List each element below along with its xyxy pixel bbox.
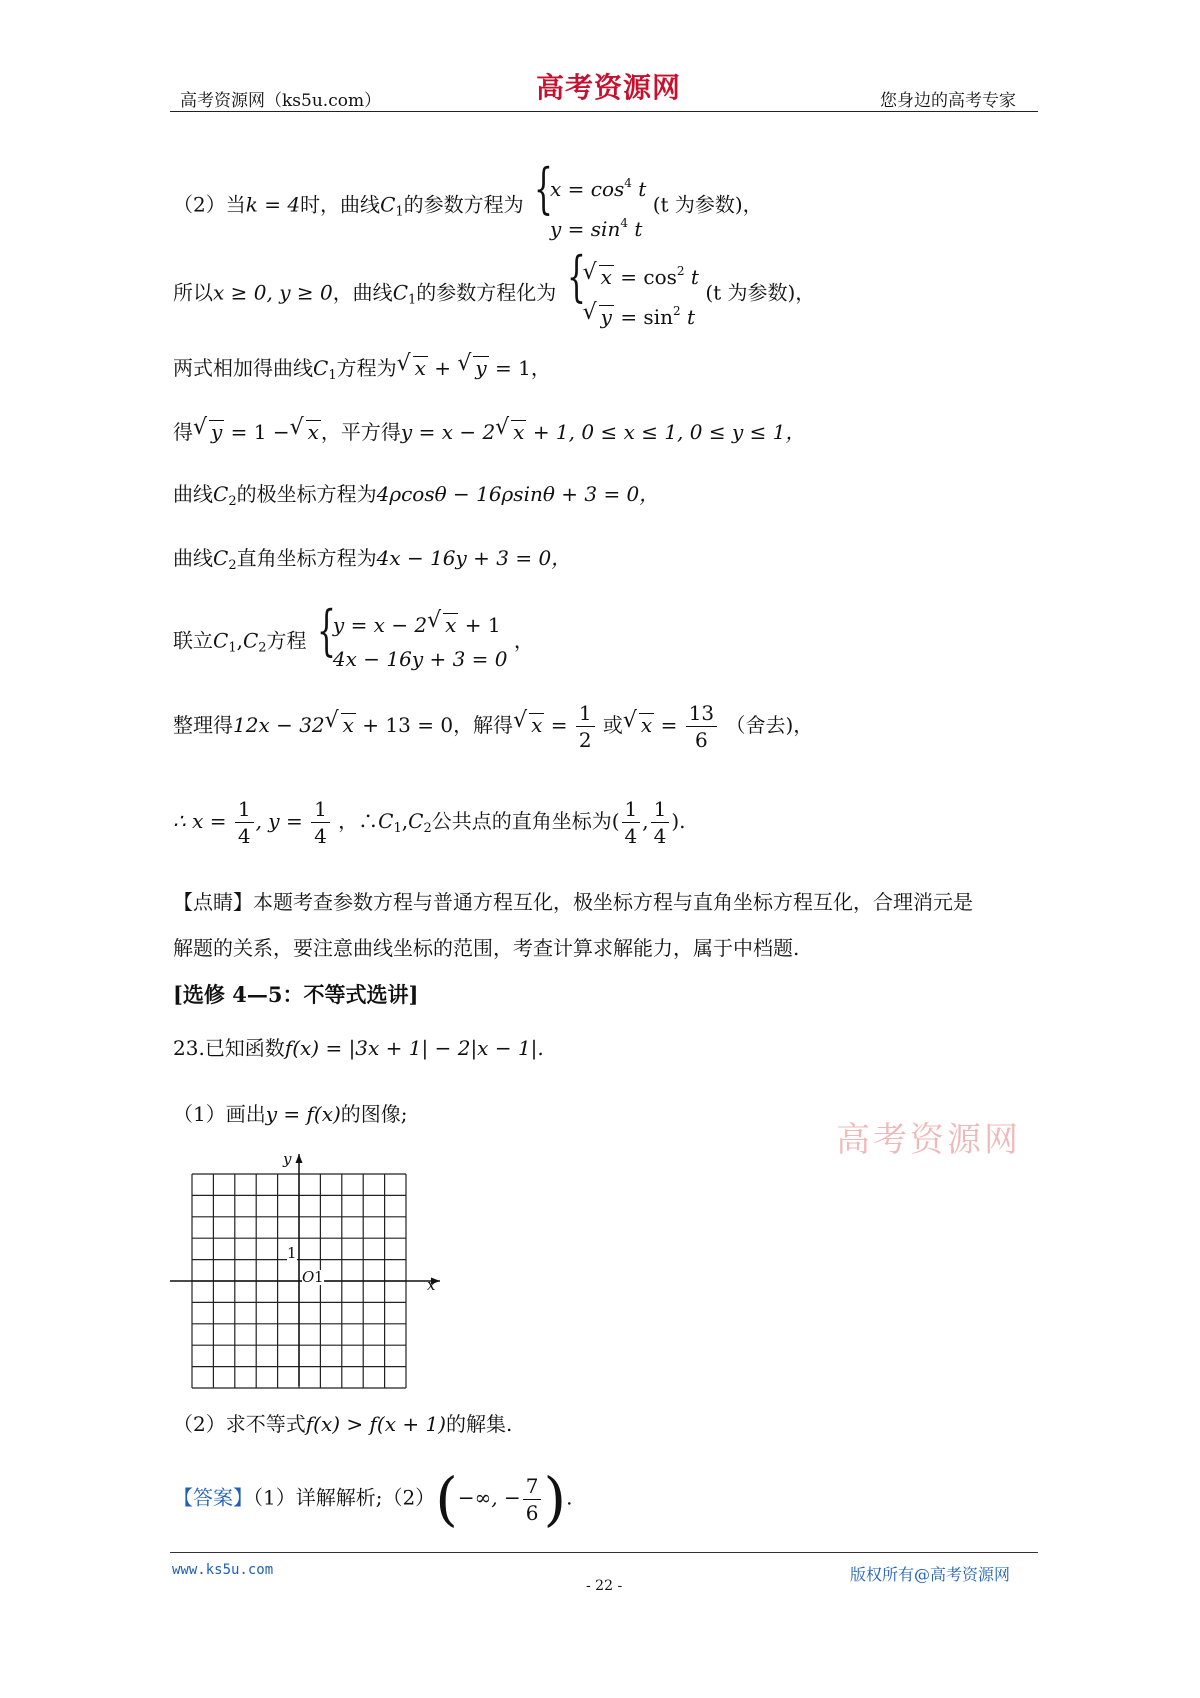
question-23-part-1: （1）画出y = f(x)的图像; (173, 1102, 408, 1126)
grid-y-tick: 1 (287, 1244, 297, 1262)
line-7: 联立$C_1,C_2$方程 { y = x − 2√ x + 1 4x − 16y + 3 = 0 ， (173, 608, 534, 676)
grid-origin-label: O (302, 1268, 315, 1286)
page-number: - 22 - (586, 1578, 623, 1594)
line-8: 整理得12x − 32√ x + 13 = 0，解得√ x = $\frac{1}{2}$ 或√ x = $\frac{13}{6}$ （舍去)， (173, 700, 813, 753)
line-1: （2）当k = 4时，曲线$C_1$的参数方程为 { $x = \cos^4 t$ $y = \sin^4 t$ (t 为参数)， (173, 166, 763, 246)
comment-line-1: 【点睛】本题考查参数方程与普通方程互化，极坐标方程与直角坐标方程互化，合理消元是 (173, 890, 973, 914)
line-2: 所以x ≥ 0, y ≥ 0，曲线$C_1$的参数方程化为 { √ $x = \cos^2 t$ √ $y = \sin^2 t$ (t 为参数)， (173, 254, 815, 334)
footer-right: 版权所有@高考资源网 (850, 1565, 1011, 1584)
param-system-1: { $x = \cos^4 t$ $y = \sin^4 t$ (534, 157, 647, 241)
footer-rule (170, 1552, 1038, 1553)
y-axis-arrow (296, 1154, 303, 1163)
header-logo: 高考资源网 (536, 71, 682, 104)
question-23-part-2: （2）求不等式f(x) > f(x + 1)的解集. (173, 1412, 513, 1436)
grid-x-tick: 1 (314, 1268, 324, 1286)
question-23: 23.已知函数f(x) = |3x + 1| − 2|x − 1|. (173, 1036, 544, 1060)
joint-system: { y = x − 2√ x + 1 4x − 16y + 3 = 0 (317, 608, 508, 676)
line-6: 曲线$C_2$直角坐标方程为4x − 16y + 3 = 0， (173, 546, 572, 573)
answer-line: 【答案】（1）详解解析;（2）(−∞, − $\frac{7}{6}$ ). (173, 1465, 573, 1533)
grid-x-label: x (427, 1276, 436, 1294)
header-right: 您身边的高考专家 (880, 91, 1016, 111)
header-rule (170, 111, 1038, 112)
line-9: ∴ x = $\frac{1}{4}$ , y = $\frac{1}{4}$ ，$\therefore C_1,C_2$公共点的直角坐标为( $\frac{1}{4}$ , $\frac{1}{4}$ ). (173, 797, 686, 848)
answer-tag: 【答案】 (173, 1485, 253, 1510)
header-left: 高考资源网（ks5u.com） (180, 91, 382, 111)
grid-y-label: y (283, 1150, 292, 1168)
footer-left[interactable]: www.ks5u.com (172, 1562, 274, 1578)
watermark: 高考资源网 (836, 1120, 1021, 1160)
line-3: 两式相加得曲线$C_1$方程为√ x + √ y = 1， (173, 356, 551, 384)
param-system-2: { √ $x = \cos^2 t$ √ $y = \sin^2 t$ (567, 254, 699, 334)
line-4: 得√ y = 1 −√ x ，平方得y = x − 2√ x + 1, 0 ≤ x ≤ 1, 0 ≤ y ≤ 1， (173, 420, 805, 444)
comment-line-2: 解题的关系，要注意曲线坐标的范围，考查计算求解能力，属于中档题. (173, 936, 800, 960)
section-title: [选修 4—5：不等式选讲] (173, 982, 419, 1007)
line-5: 曲线$C_2$的极坐标方程为4ρcosθ − 16ρsinθ + 3 = 0， (173, 482, 660, 509)
